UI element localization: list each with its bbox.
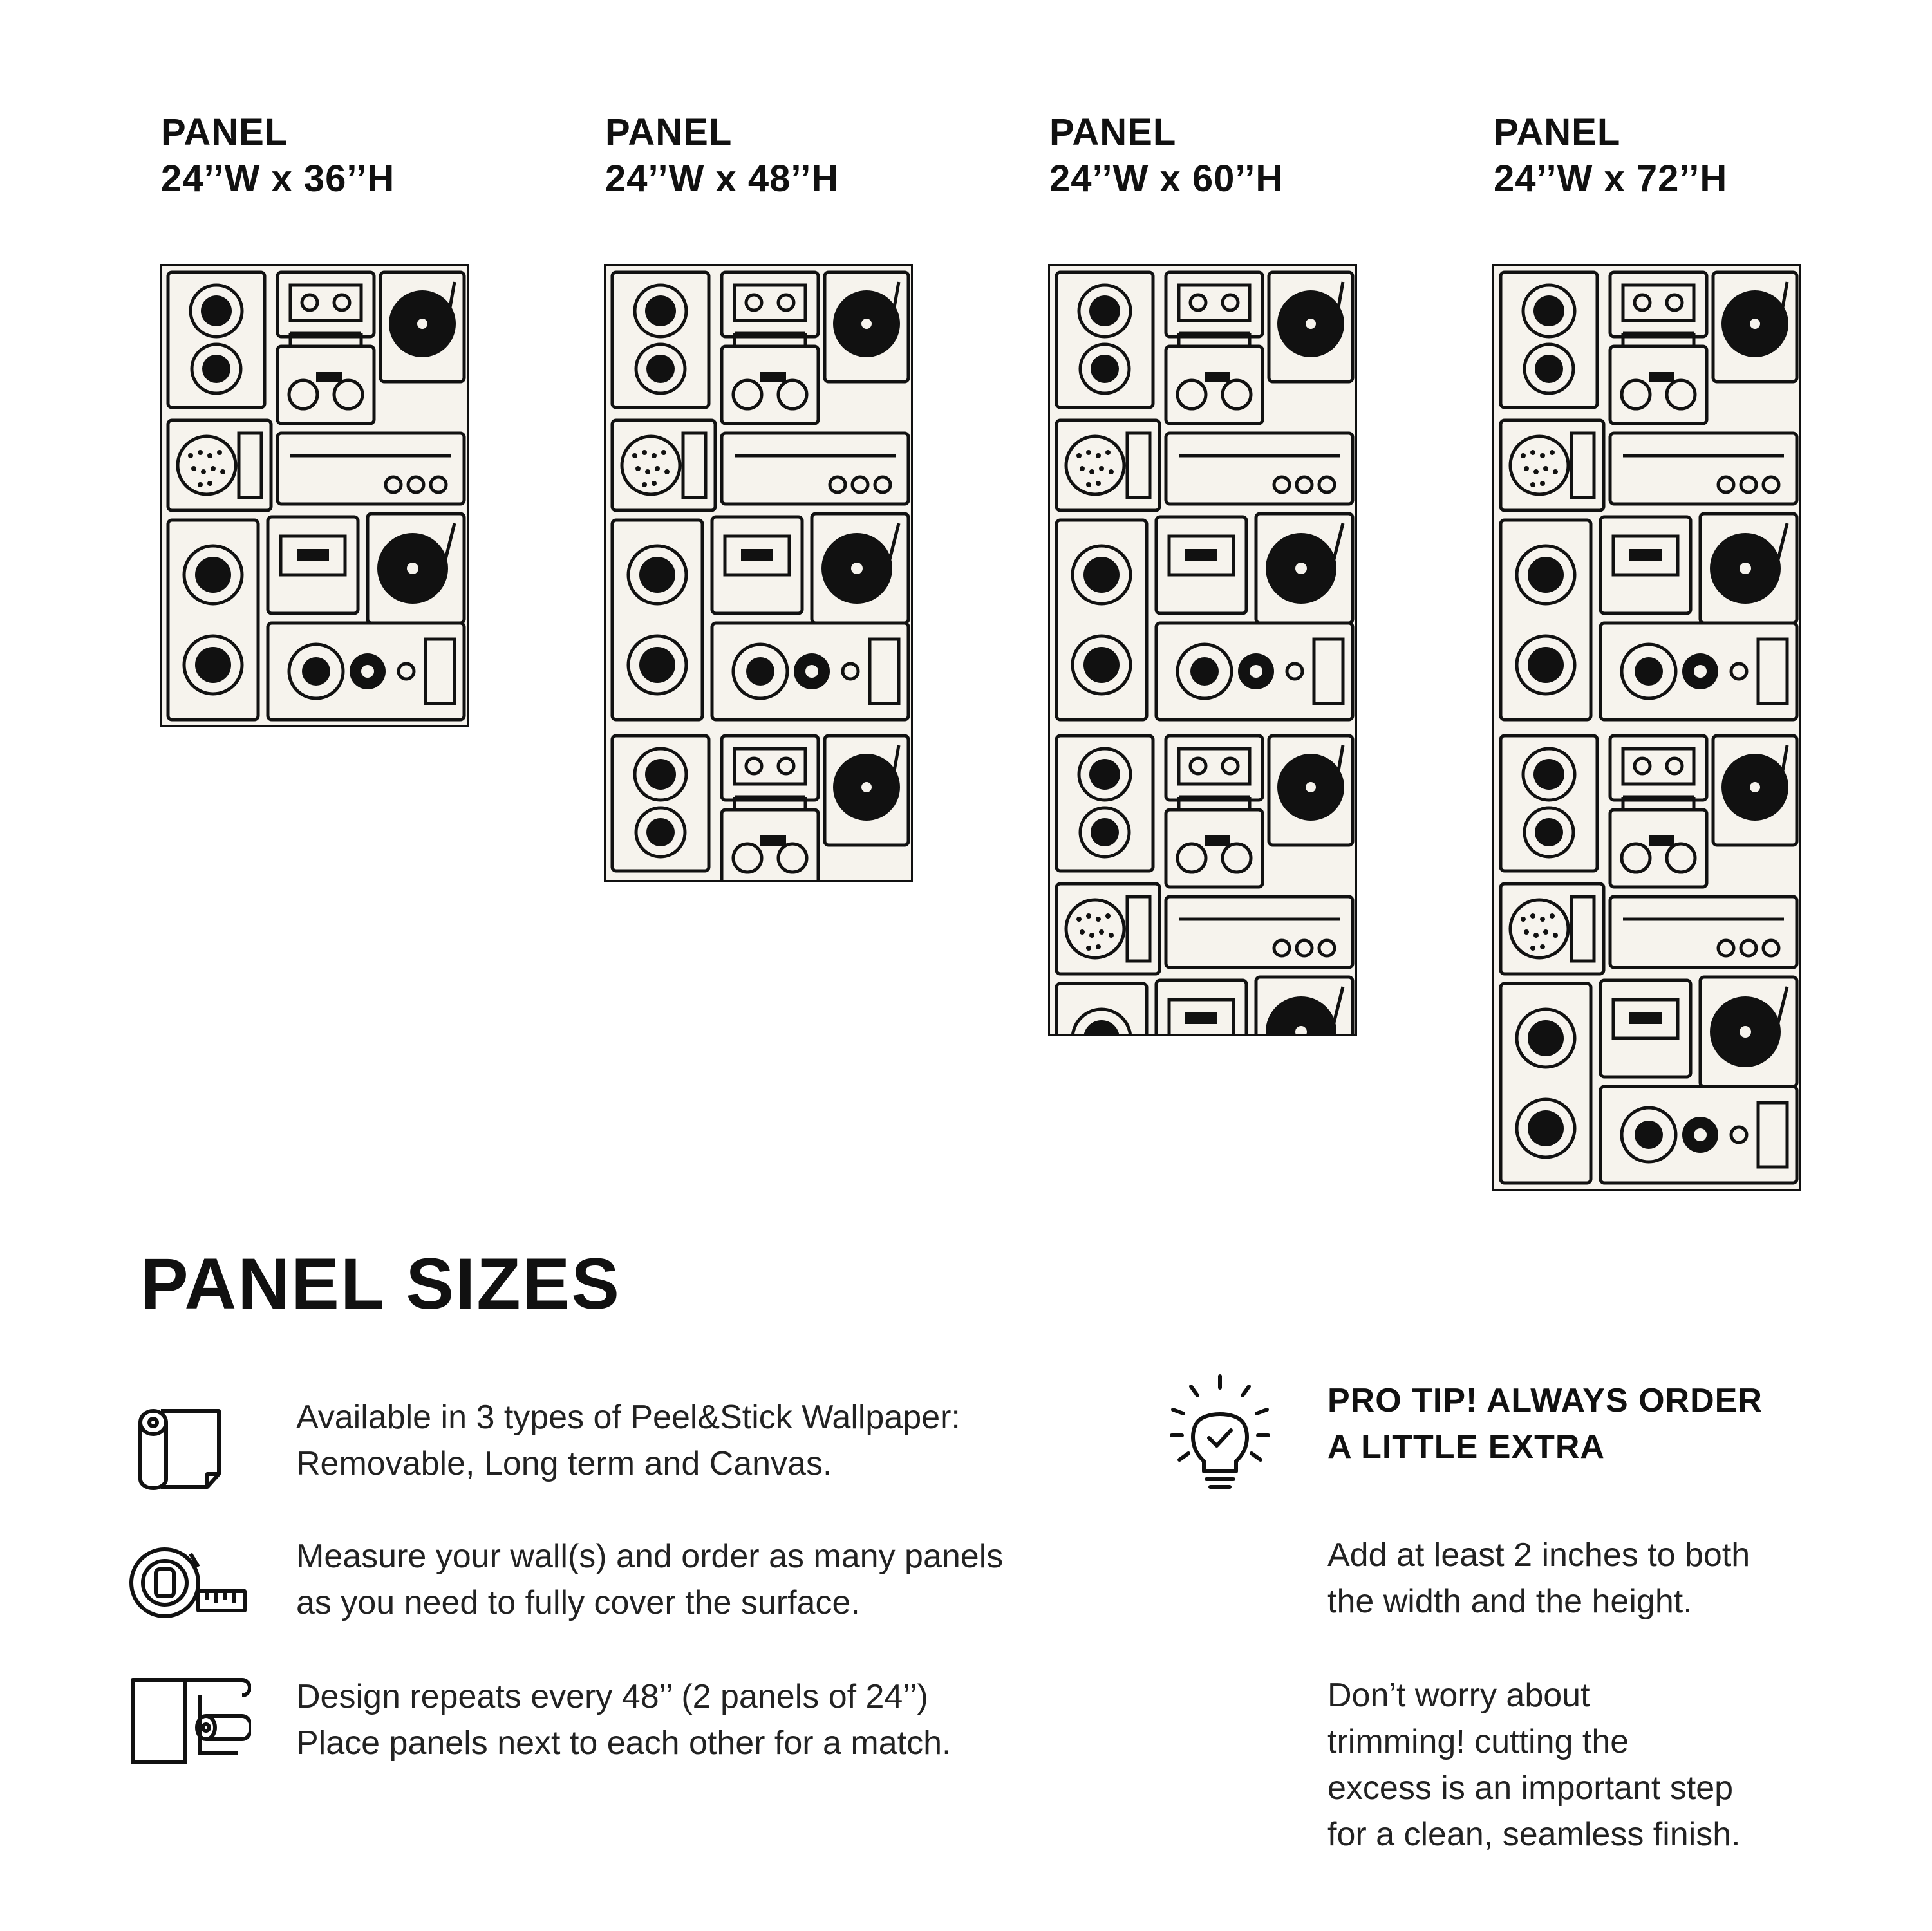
pro-tip-line: Add at least 2 inches to both <box>1327 1536 1750 1574</box>
panel-preview-72 <box>1492 264 1801 1191</box>
panel-size: 24’’W x 36’’H <box>161 158 395 200</box>
wallpaper-pattern <box>606 266 913 882</box>
info-text-types <box>296 1394 961 1487</box>
pro-tip-paragraph-1 <box>1327 1532 1750 1625</box>
wallpaper-pattern <box>162 266 469 727</box>
info-line: as you need to fully cover the surface. <box>296 1584 860 1621</box>
info-line: Available in 3 types of Peel&Stick Wallpaper: <box>296 1399 961 1436</box>
info-line: Removable, Long term and Canvas. <box>296 1445 832 1482</box>
section-title: PANEL SIZES <box>140 1244 621 1324</box>
panel-preview-48 <box>604 264 913 882</box>
info-text-measure <box>296 1533 1003 1626</box>
panel-preview-36 <box>160 264 469 727</box>
info-text-repeat <box>296 1674 951 1766</box>
panel-word: PANEL <box>161 111 288 153</box>
wallpaper-pattern <box>1050 266 1357 1036</box>
measuring-tape-icon <box>126 1541 249 1625</box>
panel-repeat-icon <box>129 1676 251 1766</box>
wallpaper-roll-icon <box>135 1403 225 1493</box>
pro-tip-line: Don’t worry about <box>1327 1677 1590 1714</box>
lightbulb-check-icon <box>1165 1371 1275 1493</box>
panel-label-60 <box>1049 109 1283 202</box>
panel-word: PANEL <box>1494 111 1621 153</box>
pro-tip-line: trimming! cutting the <box>1327 1723 1629 1760</box>
pro-tip-paragraph-2 <box>1327 1672 1741 1858</box>
pro-tip-title-line: A LITTLE EXTRA <box>1327 1428 1605 1466</box>
pro-tip-line: excess is an important step <box>1327 1769 1734 1807</box>
wallpaper-pattern <box>1494 266 1801 1191</box>
panel-label-48 <box>605 109 839 202</box>
pro-tip-title-line: PRO TIP! ALWAYS ORDER <box>1327 1382 1763 1419</box>
panel-preview-60 <box>1048 264 1357 1036</box>
panel-size: 24’’W x 48’’H <box>605 158 839 200</box>
pro-tip-line: the width and the height. <box>1327 1583 1693 1620</box>
panel-size: 24’’W x 72’’H <box>1494 158 1728 200</box>
panel-word: PANEL <box>605 111 733 153</box>
panel-word: PANEL <box>1049 111 1177 153</box>
info-line: Design repeats every 48’’ (2 panels of 24’’) <box>296 1678 928 1715</box>
pro-tip-title <box>1327 1377 1763 1470</box>
info-line: Place panels next to each other for a match. <box>296 1724 952 1762</box>
panel-label-72 <box>1494 109 1727 202</box>
info-line: Measure your wall(s) and order as many panels <box>296 1538 1004 1575</box>
pro-tip-line: for a clean, seamless finish. <box>1327 1816 1741 1853</box>
panel-size: 24’’W x 60’’H <box>1049 158 1284 200</box>
panel-label-36 <box>161 109 395 202</box>
